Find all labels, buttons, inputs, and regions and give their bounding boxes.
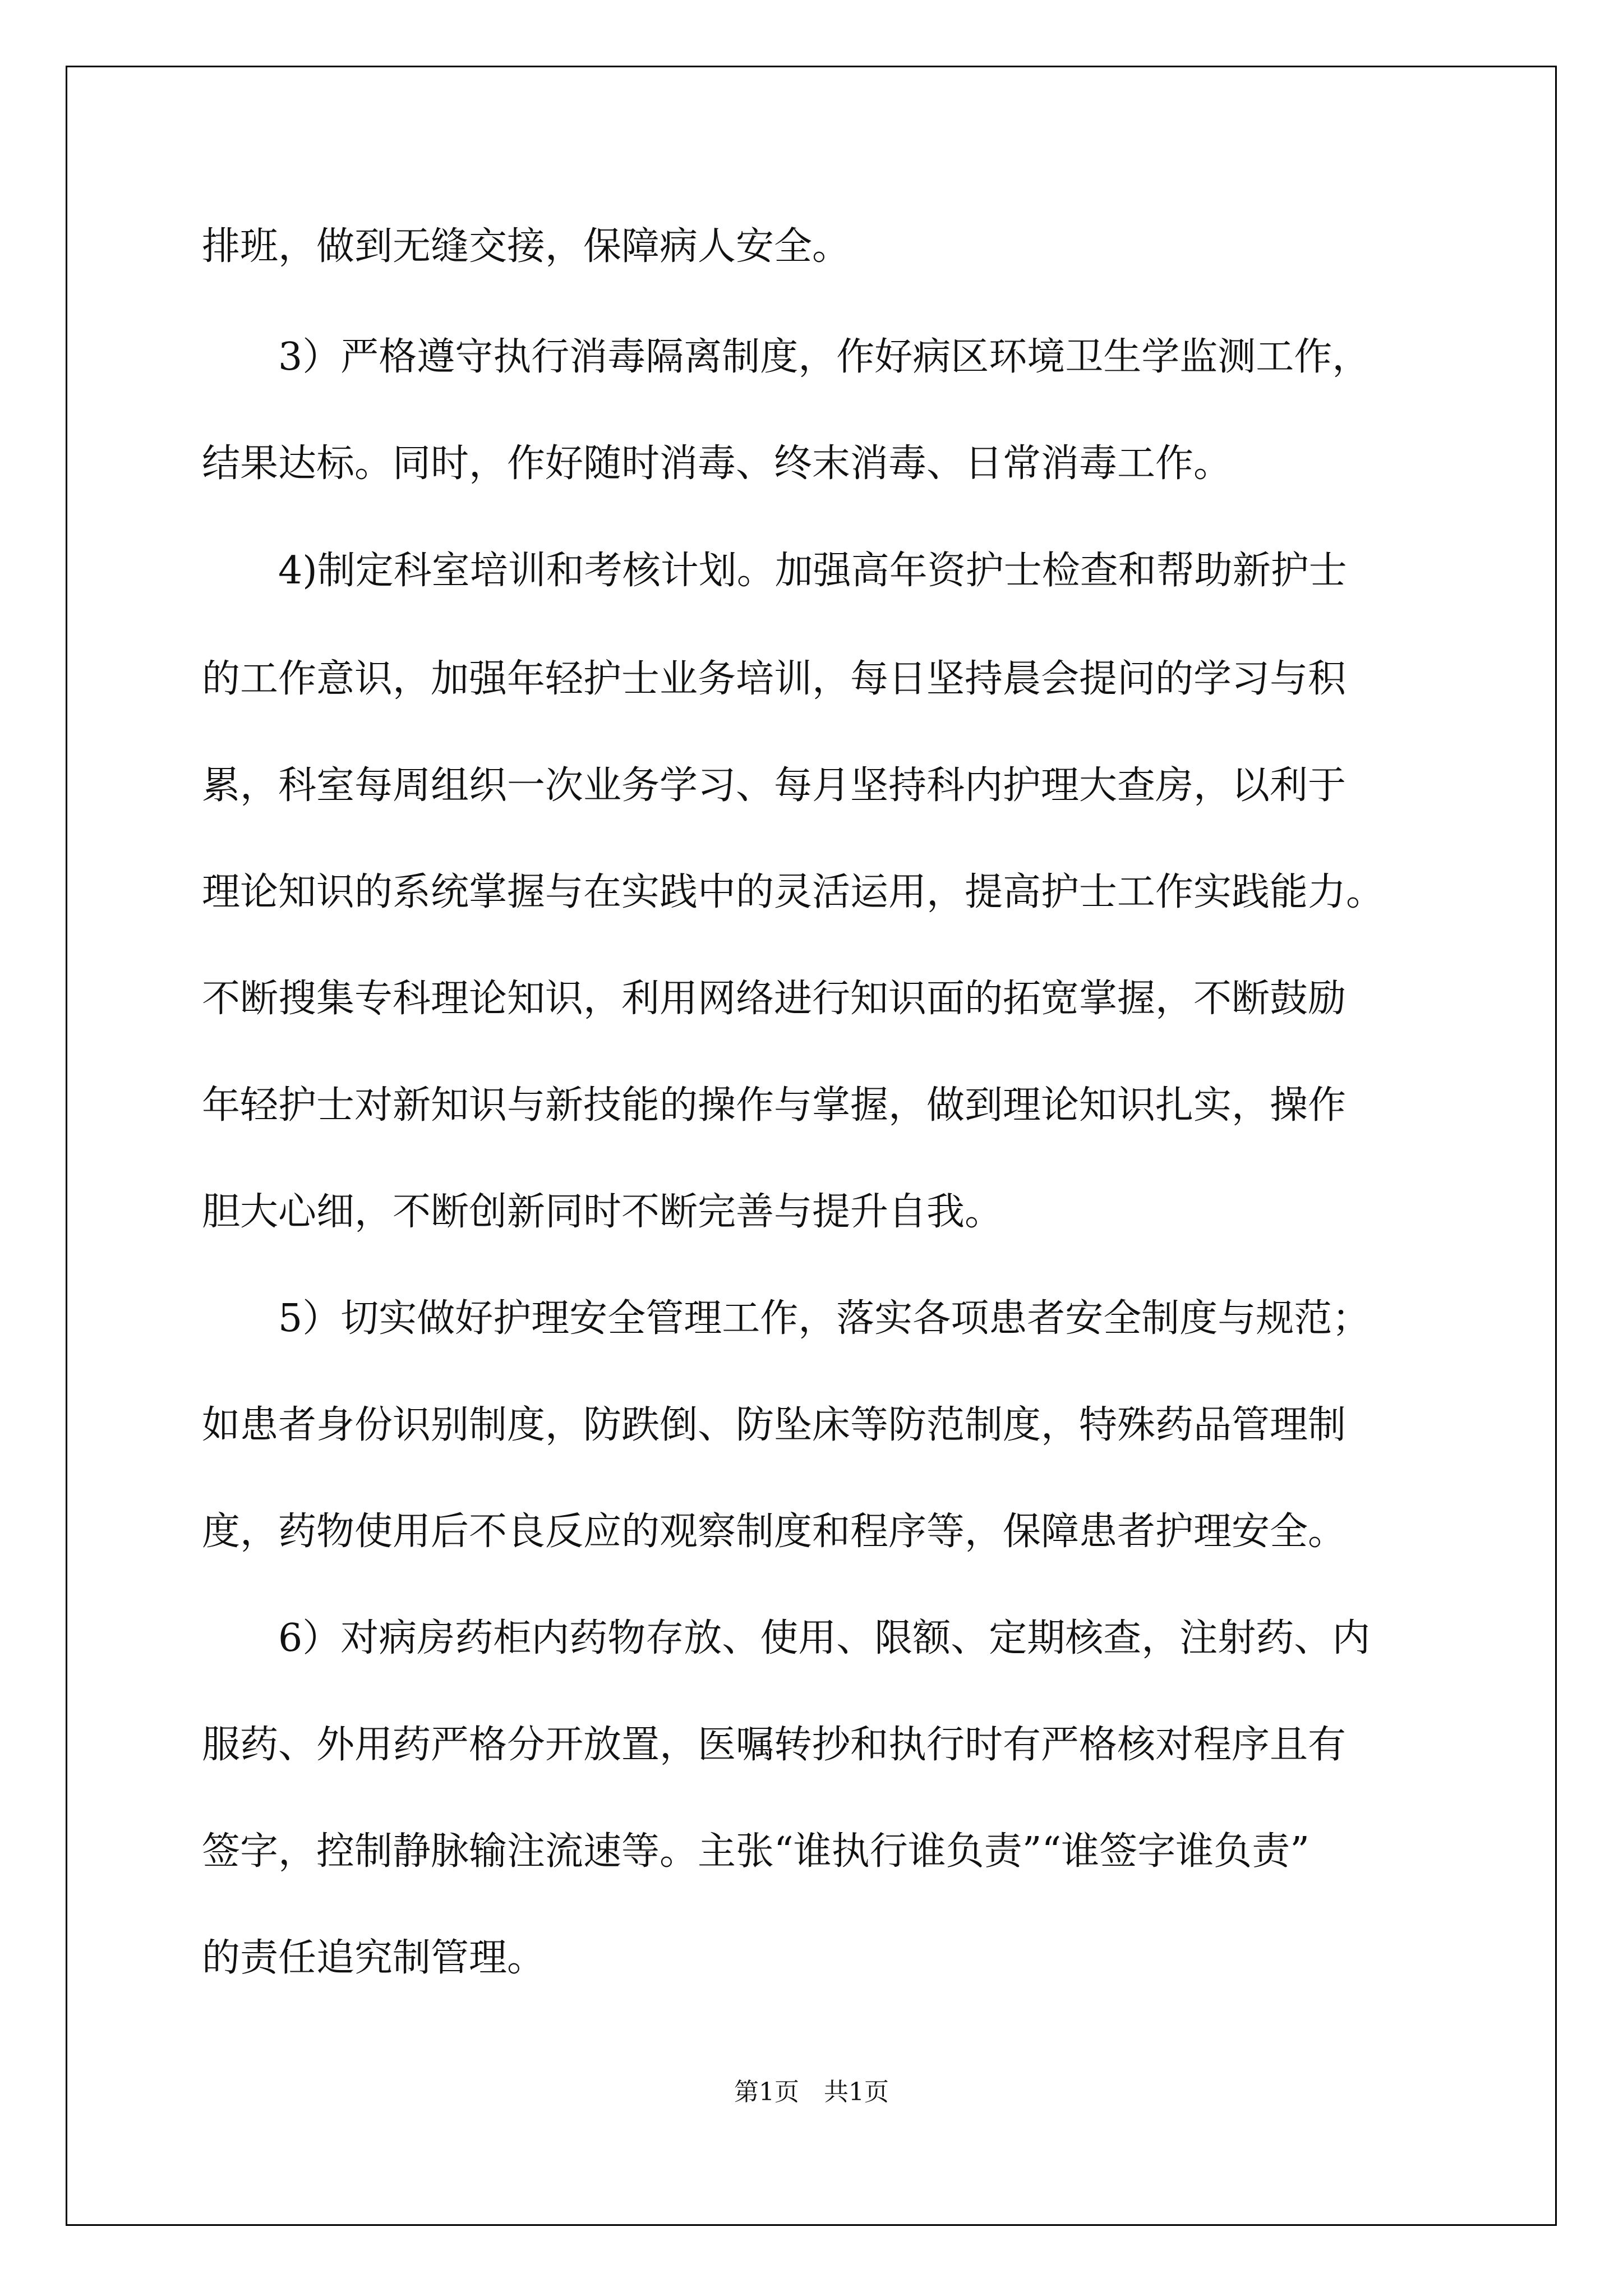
text-line: 的工作意识，加强年轻护士业务培训，每日坚持晨会提问的学习与积 (202, 657, 1347, 701)
text-line: 年轻护士对新知识与新技能的操作与掌握，做到理论知识扎实，操作 (202, 1083, 1347, 1128)
text-line: 胆大心细，不断创新同时不断完善与提升自我。 (202, 1190, 1003, 1234)
text-line: 3）严格遵守执行消毒隔离制度，作好病区环境卫生学监测工作， (202, 335, 1371, 379)
text-line: 理论知识的系统掌握与在实践中的灵活运用，提高护士工作实践能力。 (202, 870, 1385, 914)
text-line: 结果达标。同时，作好随时消毒、终末消毒、日常消毒工作。 (202, 441, 1232, 486)
text-line: 排班，做到无缝交接，保障病人安全。 (202, 224, 851, 269)
text-line: 的责任追究制管理。 (202, 1936, 546, 1980)
text-line: 4)制定科室培训和考核计划。加强高年资护士检查和帮助新护士 (202, 549, 1347, 593)
text-line: 度，药物使用后不良反应的观察制度和程序等，保障患者护理安全。 (202, 1510, 1347, 1554)
page-border (66, 66, 1557, 2226)
text-line: 5）切实做好护理安全管理工作，落实各项患者安全制度与规范； (202, 1296, 1371, 1341)
text-line: 签字，控制静脉输注流速等。主张“谁执行谁负责”“谁签字谁负责” (202, 1829, 1310, 1874)
text-line: 如患者身份识别制度，防跌倒、防坠床等防范制度，特殊药品管理制 (202, 1403, 1347, 1447)
text-line: 服药、外用药严格分开放置，医嘱转抄和执行时有严格核对程序且有 (202, 1723, 1347, 1767)
page-number: 第1页 共1页 (734, 2078, 889, 2106)
text-line: 不断搜集专科理论知识，利用网络进行知识面的拓宽掌握，不断鼓励 (202, 977, 1347, 1021)
text-line: 6）对病房药柜内药物存放、使用、限额、定期核查，注射药、内 (202, 1616, 1371, 1660)
text-line: 累，科室每周组织一次业务学习、每月坚持科内护理大查房，以利于 (202, 763, 1347, 808)
